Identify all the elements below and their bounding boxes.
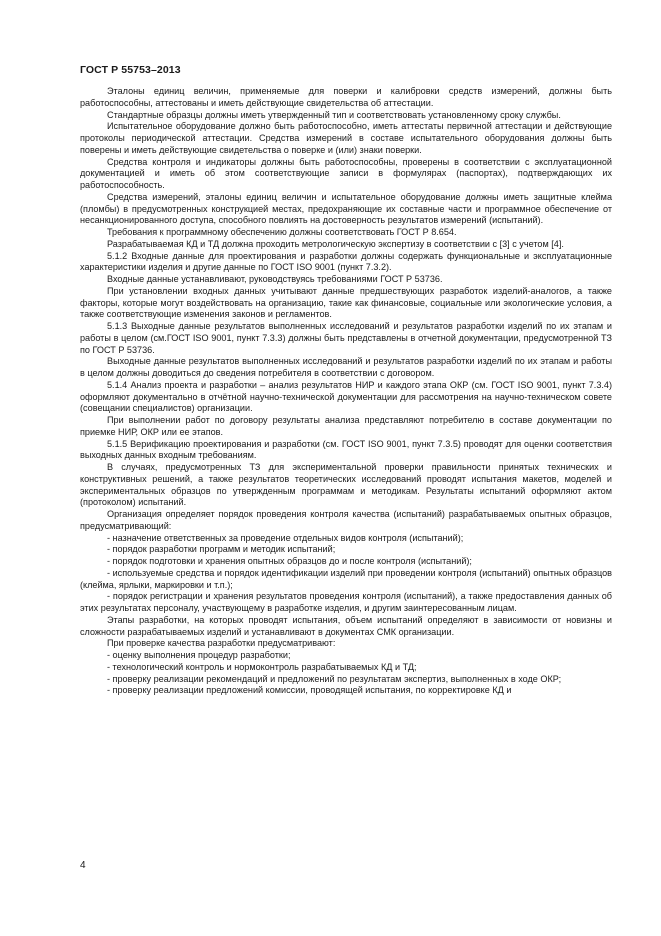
list-item: - оценку выполнения процедур разработки; [107,650,291,660]
paragraph: Эталоны единиц величин, применяемые для поверки и калибровки средств измерений, должны быть работоспособны, аттестованы и иметь действующие свидетельства об аттестации. [80,86,612,108]
list-item: - порядок регистрации и хранения результатов проведения контроля (испытаний), а также предоставления данных об этих результатах персоналу, участвующему в разработке изделия, и другим заинтересованным лицам. [80,591,612,613]
document-id-header: ГОСТ Р 55753–2013 [80,64,181,76]
paragraph: В случаях, предусмотренных ТЗ для экспериментальной проверки правильности принятых технических и конструктивных решений, а также результатов теоретических исследований проводят испытания макетов, моделей и экспериментальных образцов по утвержденным программам и методикам. Результаты испытаний оформляют актом (протоколом) испытаний. [80,462,612,508]
paragraph: Этапы разработки, на которых проводят испытания, объем испытаний определяют в зависимости от новизны и сложности разрабатываемых изделий и устанавливают в документах СМК организации. [80,614,612,637]
clause-5-1-3: 5.1.3 Выходные данные результатов выполненных исследований и результатов разработки изделий по их этапам и работы в целом (см.ГОСТ ISO 9001, пункт 7.3.3) должны быть представлены в отчетной документации, предусмотренной ТЗ по ГОСТ Р 53736. [80,321,612,355]
list-item: - назначение ответственных за проведение отдельных видов контроля (испытаний); [107,532,464,543]
paragraph: При проверке качества разработки предусматривают: [107,638,336,649]
list-item: - проверку реализации рекомендаций и предложений по результатам экспертиз, выполненных в ходе ОКР; [107,673,562,684]
list-item: - порядок подготовки и хранения опытных образцов до и после контроля (испытаний); [107,556,472,566]
list-item: - используемые средства и порядок идентификации изделий при проведении контроля (испытаний) опытных образцов (клейма, ярлыки, маркировки и т.п.); [80,567,612,590]
paragraph: Требования к программному обеспечению должны соответствовать ГОСТ Р 8.654. [107,227,457,237]
paragraph: Испытательное оборудование должно быть работоспособно, иметь аттестаты первичной аттестации и действующие протоколы периодической аттестации. Средства измерений в составе испытательного оборудования должны быть поверены и иметь действующие свидетельства о поверке и (или) знаки поверки. [80,121,612,155]
list-item: - проверку реализации предложений комиссии, проводящей испытания, по корректировке КД и [107,685,512,696]
document-body [80,86,612,697]
paragraph: Выходные данные результатов выполненных исследований и результатов разработки изделий по их этапам и работы в целом должны доводиться до сведения потребителя в соответствии с договором. [80,356,612,378]
paragraph: Организация определяет порядок проведения контроля качества (испытаний) разрабатываемых опытных образцов, предусматривающий: [80,509,612,531]
list-item: - технологический контроль и нормоконтроль разрабатываемых КД и ТД; [107,661,417,672]
paragraph: Входные данные устанавливают, руководствуясь требованиями ГОСТ Р 53736. [107,274,443,284]
paragraph: При установлении входных данных учитывают данные предшествующих разработок изделий-аналогов, а также факторы, которые могут воздействовать на организацию, такие как финансовые, социальные или экологические условия, а также соответствующие изменения законов и регламентов. [80,285,612,320]
paragraph: Средства измерений, эталоны единиц величин и испытательное оборудование должны иметь защитные клейма (пломбы) в предусмотренных конструкцией местах, предохраняющие их составные части и программное обеспечение от несанкционированного доступа, способного повлиять на достоверность результатов измерений (испытаний). [80,191,612,226]
page-number: 4 [80,860,86,871]
clause-5-1-2: 5.1.2 Входные данные для проектирования и разработки должны содержать функциональные и эксплуатационные характеристики изделия и другие данные по ГОСТ ISO 9001 (пункт 7.3.2). [80,250,612,273]
clause-5-1-5: 5.1.5 Верификацию проектирования и разработки (см. ГОСТ ISO 9001, пункт 7.3.5) проводят для оценки соответствия выходных данных входным требованиям. [80,438,612,461]
list-item: - порядок разработки программ и методик испытаний; [107,544,336,555]
paragraph: Разрабатываемая КД и ТД должна проходить метрологическую экспертизу в соответствии с [3] с учетом [4]. [107,238,564,249]
paragraph: Средства контроля и индикаторы должны быть работоспособны, проверены в соответствии с эксплуатационной документацией и иметь об этом соответствующие записи в формулярах (паспортах), подтверждающих их работоспособность. [80,156,612,190]
paragraph: Стандартные образцы должны иметь утвержденный тип и соответствовать установленному сроку службы. [107,109,561,120]
clause-5-1-4: 5.1.4 Анализ проекта и разработки – анализ результатов НИР и каждого этапа ОКР (см. ГОСТ ISO 9001, пункт 7.3.4) оформляют документально в отчётной научно-технической документации для рассмотрения на научно-техническом совете (совещании специалистов) организации. [80,379,612,414]
paragraph: При выполнении работ по договору результаты анализа представляют потребителю в составе документации по приемке НИР, ОКР или ее этапов. [80,415,612,437]
